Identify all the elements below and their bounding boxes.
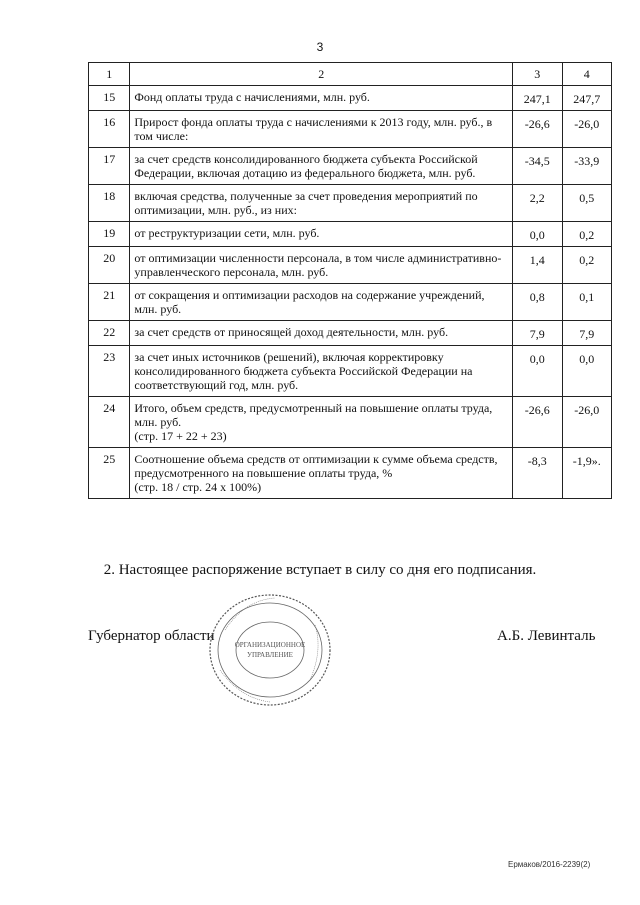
- row-number: 17: [89, 148, 130, 185]
- table-row: [89, 148, 612, 185]
- header-col-3: 3: [513, 63, 562, 86]
- page-number: 3: [316, 40, 324, 54]
- row-value-col3: 1,4: [513, 247, 562, 284]
- row-description: [130, 284, 513, 321]
- row-value-col4: 0,2: [562, 247, 611, 284]
- row-number: 25: [89, 448, 130, 499]
- governor-title: Губернатор области: [88, 628, 215, 644]
- row-value-col4: -1,9».: [562, 448, 611, 499]
- document-code: Ермаков/2016-2239(2): [508, 860, 591, 869]
- row-description-formula: (стр. 17 + 22 + 23): [134, 429, 227, 443]
- row-number: 16: [89, 111, 130, 148]
- row-description-text: от реструктуризации сети, млн. руб.: [134, 226, 320, 240]
- row-description-text: Фонд оплаты труда с начислениями, млн. руб.: [134, 90, 370, 104]
- row-value-col3: 2,2: [513, 185, 562, 222]
- table-row: [89, 247, 612, 284]
- row-description-text: Соотношение объема средств от оптимизации к сумме объема средств, предусмотренного на повышение оплаты труда, %: [134, 452, 498, 480]
- header-col-2: 2: [130, 63, 513, 86]
- table-row: [89, 222, 612, 247]
- row-value-col4: 7,9: [562, 321, 611, 346]
- row-value-col3: -26,6: [513, 397, 562, 448]
- row-value-col4: 0,5: [562, 185, 611, 222]
- row-value-col4: -26,0: [562, 111, 611, 148]
- row-description-text: от сокращения и оптимизации расходов на содержание учреждений, млн. руб.: [134, 288, 485, 316]
- row-value-col3: 247,1: [513, 86, 562, 111]
- row-description: [130, 247, 513, 284]
- row-number: 22: [89, 321, 130, 346]
- table-row: [89, 284, 612, 321]
- row-description-formula: (стр. 18 / стр. 24 х 100%): [134, 480, 262, 494]
- row-value-col3: 0,0: [513, 346, 562, 397]
- row-description: [130, 222, 513, 247]
- row-value-col4: 0,0: [562, 346, 611, 397]
- row-value-col4: 0,1: [562, 284, 611, 321]
- row-value-col3: 0,8: [513, 284, 562, 321]
- row-number: 21: [89, 284, 130, 321]
- table-row: [89, 346, 612, 397]
- row-value-col3: 7,9: [513, 321, 562, 346]
- row-description-text: за счет средств консолидированного бюджета субъекта Российской Федерации, включая дотацию из федерального бюджета, млн. руб.: [134, 152, 478, 180]
- row-value-col4: -33,9: [562, 148, 611, 185]
- table-row: [89, 397, 612, 448]
- row-description-text: от оптимизации численности персонала, в том числе административно-управленческого персонала, млн. руб.: [134, 251, 502, 279]
- row-description: [130, 86, 513, 111]
- header-col-4: 4: [562, 63, 611, 86]
- seal-line-2: УПРАВЛЕНИЕ: [247, 651, 293, 659]
- row-number: 20: [89, 247, 130, 284]
- row-number: 15: [89, 86, 130, 111]
- data-table: [88, 62, 612, 499]
- row-description-text: Итого, объем средств, предусмотренный на повышение оплаты труда, млн. руб.: [134, 401, 493, 429]
- table-header-row: [89, 63, 612, 86]
- row-description-text: за счет иных источников (решений), включая корректировку консолидированного бюджета субъекта Российской Федерации на соответствующий год, млн. руб.: [134, 350, 473, 392]
- governor-name: А.Б. Левинталь: [497, 628, 596, 644]
- row-description: [130, 448, 513, 499]
- header-col-1: 1: [89, 63, 130, 86]
- row-value-col4: 0,2: [562, 222, 611, 247]
- table-row: [89, 321, 612, 346]
- seal-line-1: ОРГАНИЗАЦИОННОЕ: [234, 641, 306, 649]
- row-description-text: Прирост фонда оплаты труда с начислениями к 2013 году, млн. руб., в том числе:: [134, 115, 493, 143]
- row-value-col3: -26,6: [513, 111, 562, 148]
- row-description: [130, 148, 513, 185]
- table-row: [89, 111, 612, 148]
- row-description: [130, 397, 513, 448]
- row-value-col4: -26,0: [562, 397, 611, 448]
- table-row: [89, 185, 612, 222]
- row-description: [130, 185, 513, 222]
- decree-text: 2. Настоящее распоряжение вступает в силу со дня его подписания.: [103, 562, 537, 578]
- table-row: [89, 448, 612, 499]
- row-value-col3: -8,3: [513, 448, 562, 499]
- row-description: [130, 321, 513, 346]
- official-seal: [205, 590, 335, 710]
- row-number: 18: [89, 185, 130, 222]
- table-row: [89, 86, 612, 111]
- row-number: 19: [89, 222, 130, 247]
- row-description-text: за счет средств от приносящей доход деятельности, млн. руб.: [134, 325, 449, 339]
- row-description: [130, 111, 513, 148]
- row-description: [130, 346, 513, 397]
- row-value-col4: 247,7: [562, 86, 611, 111]
- row-value-col3: -34,5: [513, 148, 562, 185]
- row-number: 24: [89, 397, 130, 448]
- row-value-col3: 0,0: [513, 222, 562, 247]
- row-number: 23: [89, 346, 130, 397]
- row-description-text: включая средства, полученные за счет проведения мероприятий по оптимизации, млн. руб., из них:: [134, 189, 478, 217]
